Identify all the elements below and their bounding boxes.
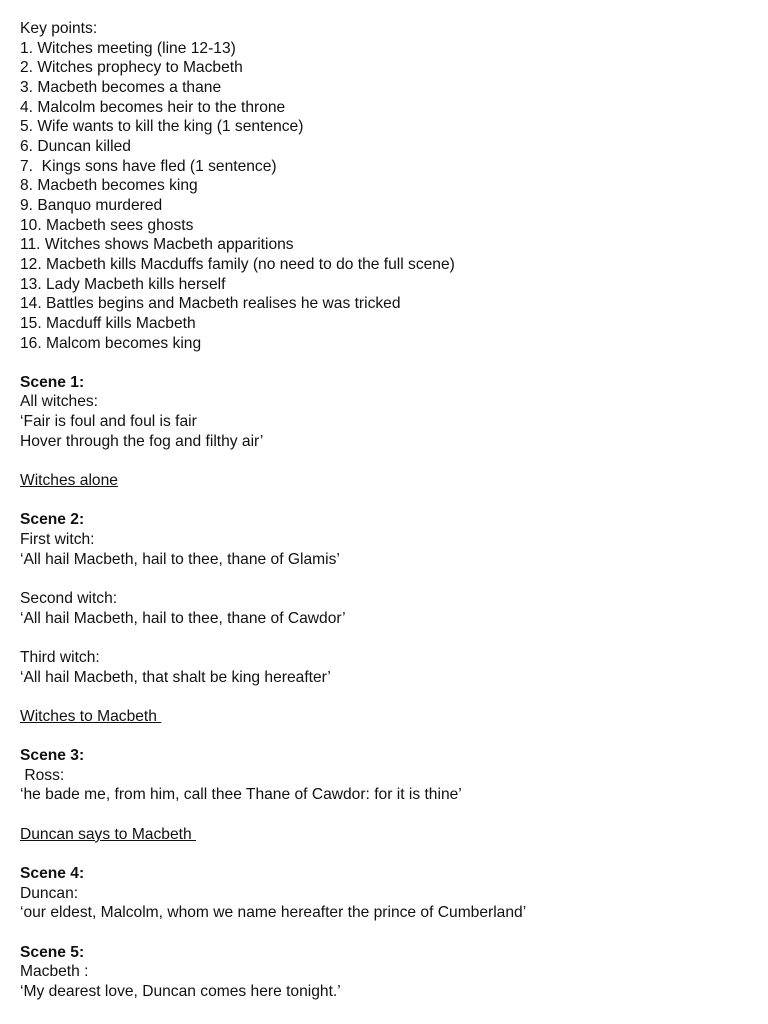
scene-4-quote: ‘our eldest, Malcolm, whom we name hereafter the prince of Cumberland’ <box>20 904 527 922</box>
key-point-item: 4. Malcolm becomes heir to the throne <box>20 98 286 116</box>
scene-2-speaker-1: First witch: <box>20 531 95 549</box>
scene-4-speaker: Duncan: <box>20 884 79 902</box>
scene-2-quote-2: ‘All hail Macbeth, hail to thee, thane of Cawdor’ <box>20 609 346 627</box>
scene-5-title: Scene 5: <box>20 943 85 961</box>
key-point-item: 8. Macbeth becomes king <box>20 177 198 195</box>
key-point-item: 16. Malcom becomes king <box>20 334 202 352</box>
scene-1-section <box>20 373 760 491</box>
scene-3-title: Scene 3: <box>20 747 85 765</box>
scene-2-note: Witches to Macbeth <box>20 707 162 725</box>
key-point-item: 5. Wife wants to kill the king (1 sentence) <box>20 118 304 136</box>
key-points-heading: Key points: <box>20 20 98 37</box>
key-point-item: 9. Banquo murdered <box>20 196 163 214</box>
key-points-list <box>20 39 760 354</box>
key-points-section <box>20 19 760 353</box>
key-point-item: 13. Lady Macbeth kills herself <box>20 275 226 293</box>
scene-2-section <box>20 510 760 726</box>
spacer <box>20 451 760 471</box>
scene-1-note: Witches alone <box>20 472 118 490</box>
spacer <box>20 491 760 511</box>
scene-1-quote-line-2: Hover through the fog and filthy air’ <box>20 432 264 450</box>
key-point-item: 6. Duncan killed <box>20 137 131 155</box>
spacer <box>20 628 760 648</box>
scene-2-speaker-2: Second witch: <box>20 589 118 607</box>
spacer <box>20 844 760 864</box>
scene-3-speaker: Ross: <box>20 766 65 784</box>
key-point-item: 2. Witches prophecy to Macbeth <box>20 59 243 77</box>
scene-2-speaker-3: Third witch: <box>20 648 100 666</box>
key-point-item: 10. Macbeth sees ghosts <box>20 216 194 234</box>
spacer <box>20 923 760 943</box>
scene-2-quote-1: ‘All hail Macbeth, hail to thee, thane of Glamis’ <box>20 550 340 568</box>
scene-1-quote-line-1: ‘Fair is foul and foul is fair <box>20 413 197 431</box>
key-point-item: 1. Witches meeting (line 12-13) <box>20 39 236 57</box>
scene-1-title: Scene 1: <box>20 373 85 391</box>
key-point-item: 11. Witches shows Macbeth apparitions <box>20 236 294 254</box>
scene-5-speaker: Macbeth : <box>20 963 89 981</box>
scene-4-title: Scene 4: <box>20 865 85 883</box>
spacer <box>20 805 760 825</box>
scene-1-speaker: All witches: <box>20 393 98 411</box>
spacer <box>20 687 760 707</box>
key-point-item: 14. Battles begins and Macbeth realises he was tricked <box>20 295 401 313</box>
key-point-item: 7. Kings sons have fled (1 sentence) <box>20 157 277 175</box>
key-point-item: 15. Macduff kills Macbeth <box>20 314 196 332</box>
scene-5-section <box>20 943 760 1002</box>
scene-2-quote-3: ‘All hail Macbeth, that shalt be king hereafter’ <box>20 668 331 686</box>
scene-3-quote: ‘he bade me, from him, call thee Thane of Cawdor: for it is thine’ <box>20 786 462 804</box>
spacer <box>20 727 760 747</box>
key-point-item: 12. Macbeth kills Macduffs family (no need to do the full scene) <box>20 255 455 273</box>
key-point-item: 3. Macbeth becomes a thane <box>20 78 222 96</box>
scene-3-note: Duncan says to Macbeth <box>20 825 196 843</box>
scene-4-section <box>20 864 760 923</box>
spacer <box>20 353 760 373</box>
scene-3-section <box>20 746 760 844</box>
scene-2-title: Scene 2: <box>20 511 85 529</box>
scene-5-quote: ‘My dearest love, Duncan comes here tonight.’ <box>20 983 341 1000</box>
spacer <box>20 569 760 589</box>
document-page <box>20 19 760 1002</box>
